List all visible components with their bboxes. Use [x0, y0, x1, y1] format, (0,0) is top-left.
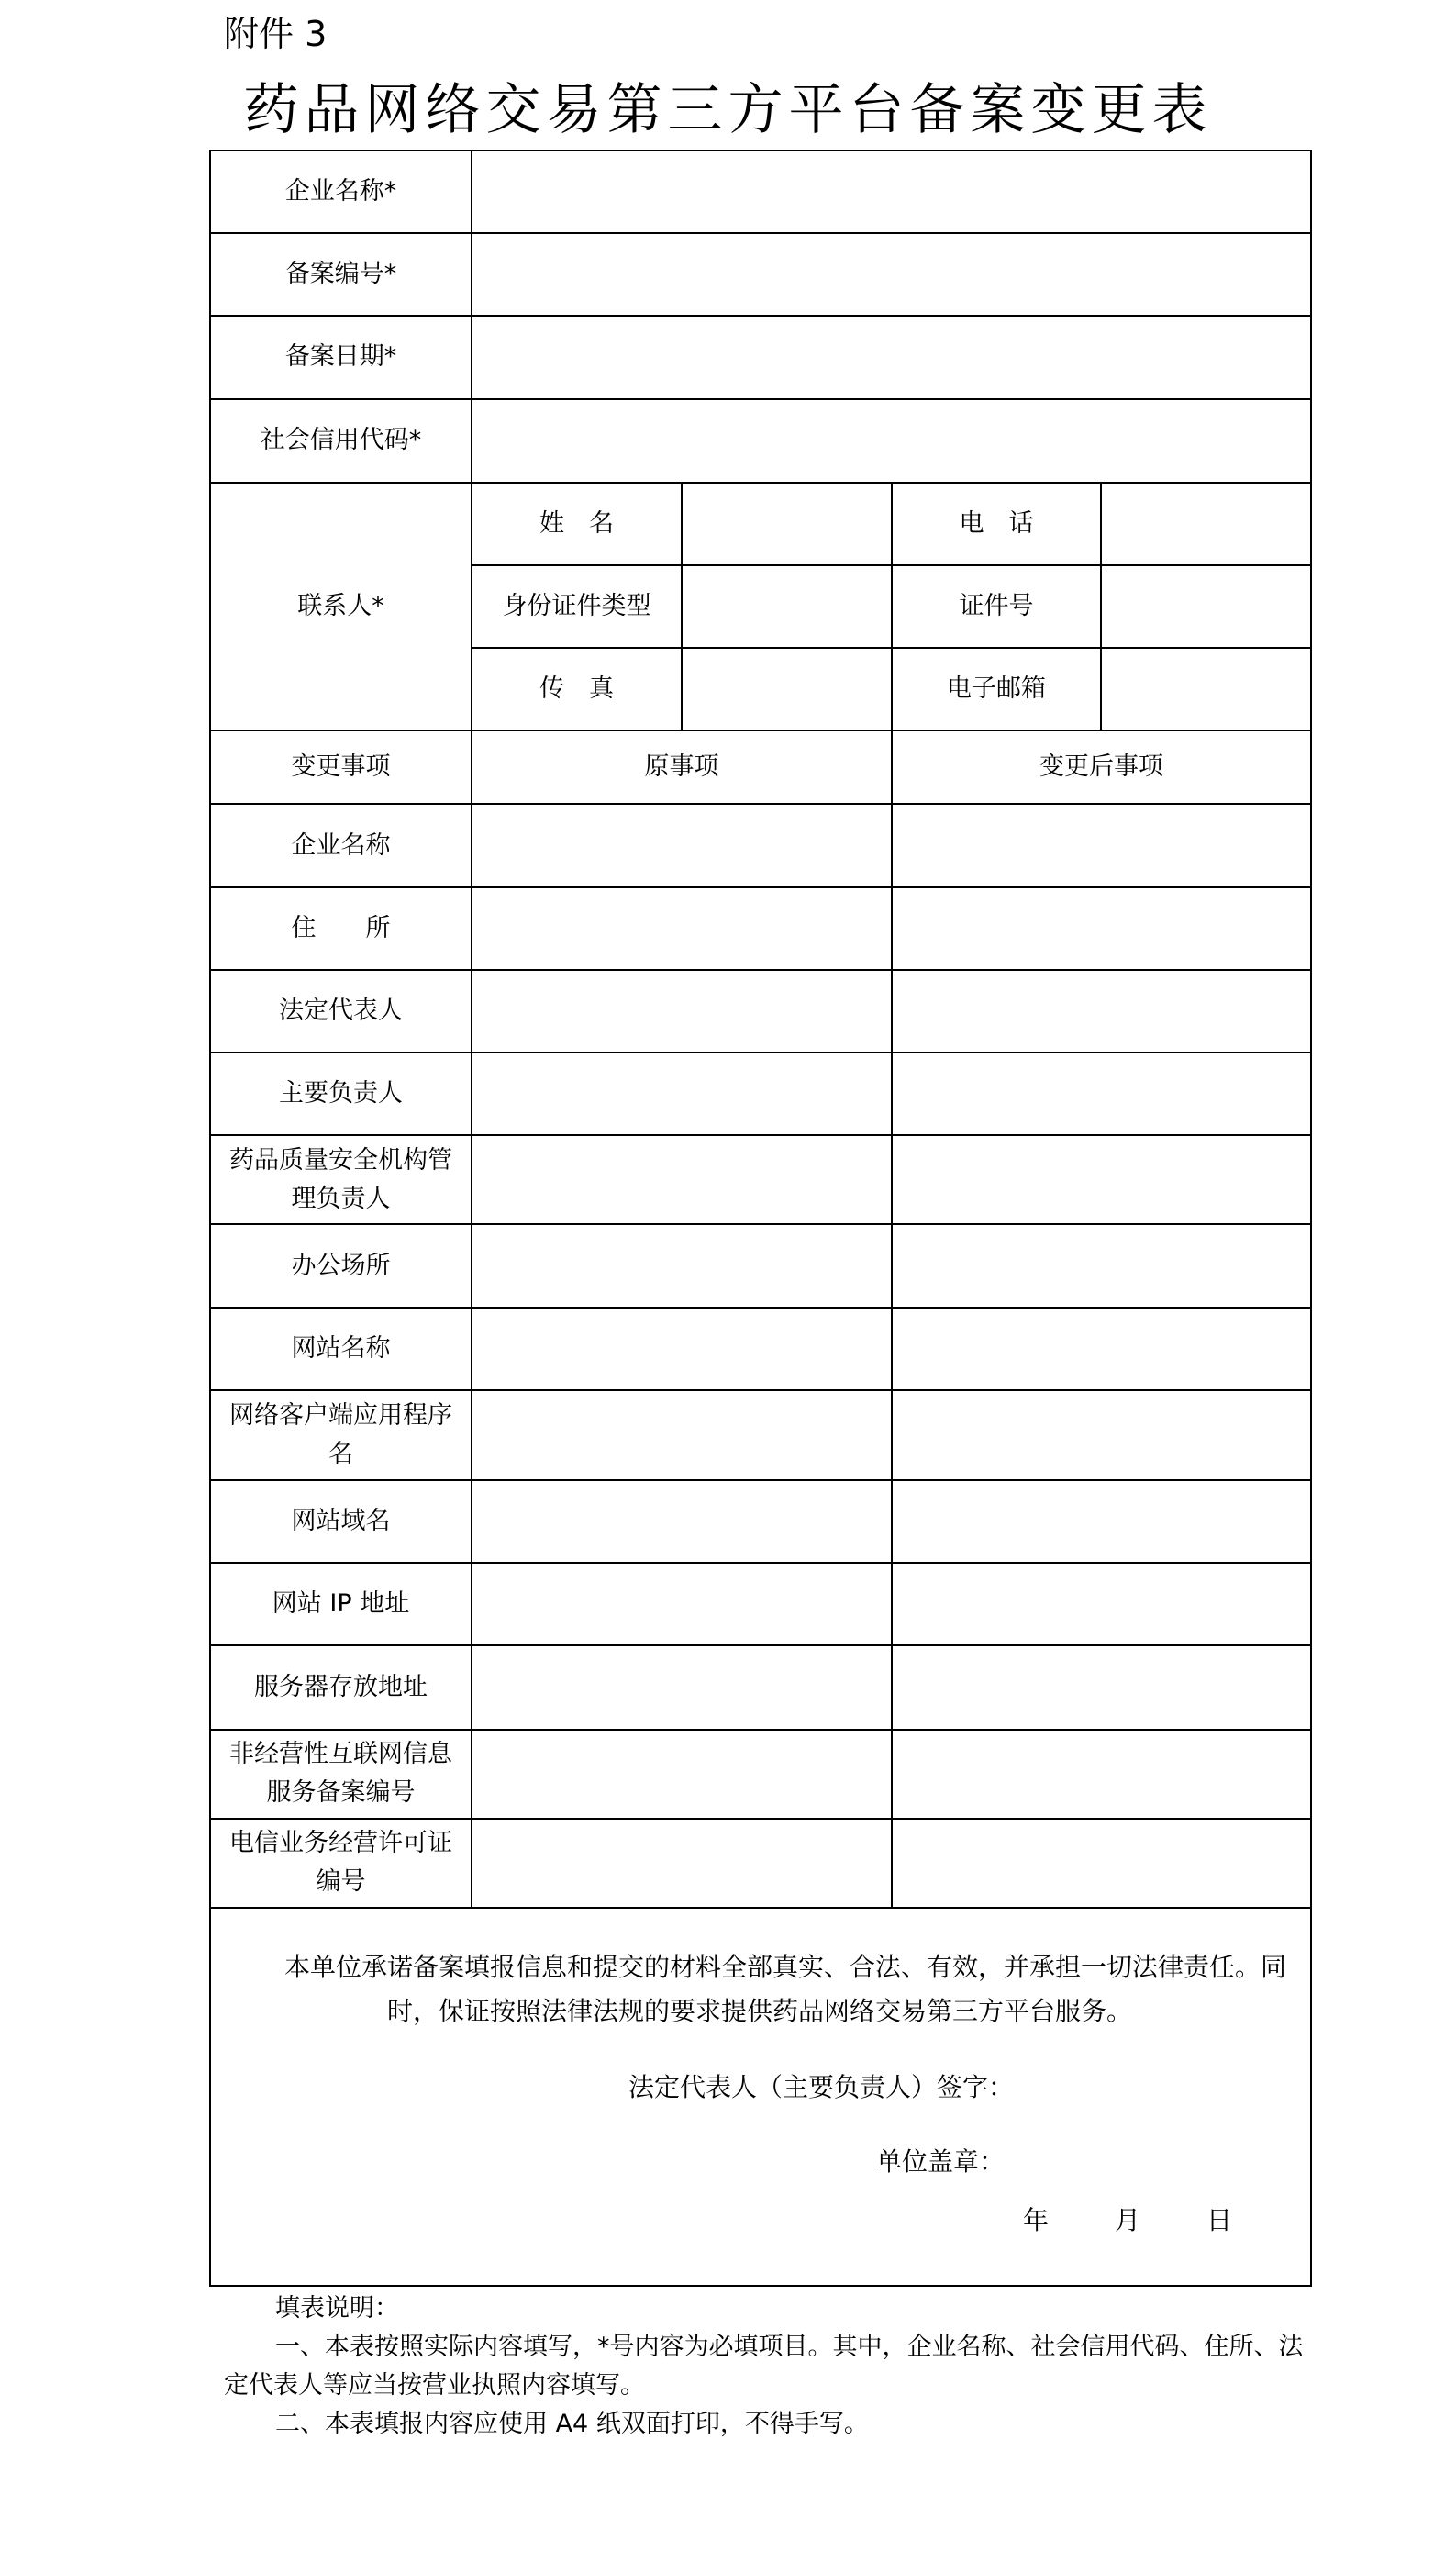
- pledge-statement: 本单位承诺备案填报信息和提交的材料全部真实、合法、有效，并承担一切法律责任。同时，保证按照法律法规的要求提供药品网络交易第三方平台服务。: [283, 1951, 1286, 2026]
- contact-email-label: 电子邮箱: [892, 648, 1101, 730]
- changed-item-header: 变更后事项: [892, 730, 1311, 804]
- change-row: [210, 1224, 1311, 1307]
- notes-line-1: 一、本表按照实际内容填写，*号内容为必填项目。其中，企业名称、社会信用代码、住所、法定代表人等应当按营业执照内容填写。: [224, 2333, 1304, 2400]
- contact-name-input-cell[interactable]: [682, 483, 892, 565]
- contact-email-input-cell[interactable]: [1101, 648, 1311, 730]
- pledge-cell: [210, 1908, 1311, 2286]
- change-item-label: 电信业务经营许可证编号: [210, 1819, 472, 1908]
- contact-id-number-label: 证件号: [892, 565, 1101, 648]
- changed-value-cell[interactable]: [892, 970, 1311, 1053]
- change-header-row: [210, 730, 1311, 804]
- contact-row-name: [210, 483, 1311, 565]
- notes-heading: 填表说明：: [275, 2294, 399, 2323]
- pledge-row: [210, 1908, 1311, 2286]
- changed-value-cell[interactable]: [892, 1135, 1311, 1224]
- original-value-cell[interactable]: [472, 1819, 892, 1908]
- original-value-cell[interactable]: [472, 1390, 892, 1480]
- field-label: 备案日期*: [210, 316, 472, 398]
- field-label: 社会信用代码*: [210, 399, 472, 483]
- field-label: 备案编号*: [210, 233, 472, 316]
- change-item-label: 网站 IP 地址: [210, 1563, 472, 1645]
- changed-value-cell[interactable]: [892, 1308, 1311, 1390]
- changed-value-cell[interactable]: [892, 1390, 1311, 1480]
- original-value-cell[interactable]: [472, 1563, 892, 1645]
- contact-id-type-input-cell[interactable]: [682, 565, 892, 648]
- unit-seal-label: 单位盖章：: [876, 2145, 1006, 2177]
- change-row: [210, 1480, 1311, 1563]
- change-row: [210, 804, 1311, 886]
- contact-id-number-input-cell[interactable]: [1101, 565, 1311, 648]
- changed-value-cell[interactable]: [892, 1053, 1311, 1135]
- filing-change-form: [209, 150, 1312, 2287]
- change-item-label: 企业名称: [210, 804, 472, 886]
- change-item-label: 网络客户端应用程序名: [210, 1390, 472, 1480]
- change-item-label: 药品质量安全机构管理负责人: [210, 1135, 472, 1224]
- change-row: [210, 970, 1311, 1053]
- change-item-label: 网站名称: [210, 1308, 472, 1390]
- original-item-header: 原事项: [472, 730, 892, 804]
- company-name-input-cell[interactable]: [472, 150, 1311, 233]
- filling-notes: [224, 2289, 1306, 2444]
- contact-id-type-label: 身份证件类型: [472, 565, 682, 648]
- date-month-label: 月: [1115, 2204, 1141, 2235]
- change-item-label: 住 所: [210, 887, 472, 970]
- field-row-credit-code: [210, 399, 1311, 483]
- change-row: [210, 1563, 1311, 1645]
- change-row: [210, 1390, 1311, 1480]
- change-row: [210, 1730, 1311, 1819]
- contact-fax-input-cell[interactable]: [682, 648, 892, 730]
- change-row: [210, 887, 1311, 970]
- contact-phone-label: 电 话: [892, 483, 1101, 565]
- changed-value-cell[interactable]: [892, 1645, 1311, 1729]
- field-row-filing-date: [210, 316, 1311, 398]
- changed-value-cell[interactable]: [892, 1224, 1311, 1307]
- changed-value-cell[interactable]: [892, 1563, 1311, 1645]
- date-day-label: 日: [1206, 2204, 1233, 2235]
- contact-phone-input-cell[interactable]: [1101, 483, 1311, 565]
- credit-code-input-cell[interactable]: [472, 399, 1311, 483]
- change-row: [210, 1053, 1311, 1135]
- original-value-cell[interactable]: [472, 1308, 892, 1390]
- pledge-date: [1023, 2202, 1298, 2239]
- filing-date-input-cell[interactable]: [472, 316, 1311, 398]
- change-row: [210, 1645, 1311, 1729]
- original-value-cell[interactable]: [472, 1224, 892, 1307]
- change-row: [210, 1308, 1311, 1390]
- contact-name-label: 姓 名: [472, 483, 682, 565]
- legal-rep-signature-label: 法定代表人（主要负责人）签字：: [628, 2071, 1015, 2102]
- change-row: [210, 1819, 1311, 1908]
- original-value-cell[interactable]: [472, 970, 892, 1053]
- changed-value-cell[interactable]: [892, 1480, 1311, 1563]
- original-value-cell[interactable]: [472, 804, 892, 886]
- change-item-label: 主要负责人: [210, 1053, 472, 1135]
- change-row: [210, 1135, 1311, 1224]
- original-value-cell[interactable]: [472, 1053, 892, 1135]
- contact-fax-label: 传 真: [472, 648, 682, 730]
- change-item-label: 法定代表人: [210, 970, 472, 1053]
- original-value-cell[interactable]: [472, 1645, 892, 1729]
- change-item-label: 非经营性互联网信息服务备案编号: [210, 1730, 472, 1819]
- change-item-label: 网站域名: [210, 1480, 472, 1563]
- notes-line-2: 二、本表填报内容应使用 A4 纸双面打印，不得手写。: [275, 2410, 869, 2438]
- contact-label: 联系人*: [210, 483, 472, 731]
- change-item-label: 办公场所: [210, 1224, 472, 1307]
- original-value-cell[interactable]: [472, 1480, 892, 1563]
- attachment-label: 附件 3: [224, 14, 328, 54]
- changed-value-cell[interactable]: [892, 1819, 1311, 1908]
- date-year-label: 年: [1023, 2204, 1050, 2235]
- filing-number-input-cell[interactable]: [472, 233, 1311, 316]
- changed-value-cell[interactable]: [892, 887, 1311, 970]
- changed-value-cell[interactable]: [892, 1730, 1311, 1819]
- field-row-company-name: [210, 150, 1311, 233]
- field-row-filing-number: [210, 233, 1311, 316]
- original-value-cell[interactable]: [472, 887, 892, 970]
- original-value-cell[interactable]: [472, 1135, 892, 1224]
- original-value-cell[interactable]: [472, 1730, 892, 1819]
- field-label: 企业名称*: [210, 150, 472, 233]
- form-title: 药品网络交易第三方平台备案变更表: [243, 78, 1213, 142]
- changed-value-cell[interactable]: [892, 804, 1311, 886]
- change-item-header: 变更事项: [210, 730, 472, 804]
- change-item-label: 服务器存放地址: [210, 1645, 472, 1729]
